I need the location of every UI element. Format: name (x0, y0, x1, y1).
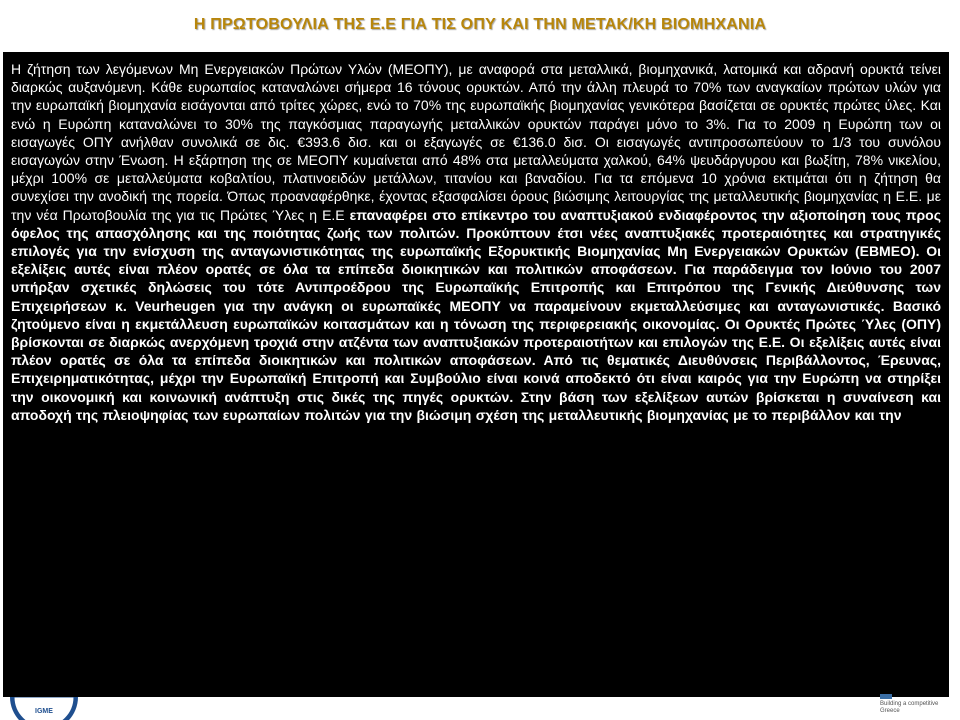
competitive-greece-logo (880, 694, 950, 718)
logo-line-2: Greece (880, 708, 900, 714)
body-text-bold: επαναφέρει στο επίκεντρο του αναπτυξιακού ενδιαφέροντος την αξιοποίηση τους προς όφελος της απασχόλησης και της ποιότητας ζωής των πολιτών. Προκύπτουν έτσι νέες αναπτυξιακές προτεραιότητες και στρατηγικές επιλογές για την ενίσχυση της ανταγωνιστικότητας της ευρωπαϊκής Εξορυκτικής Βιομηχανίας Μη Ενεργειακών Ορυκτών (ΕΒΜΕΟ). Οι εξελίξεις αυτές είναι πλέον ορατές σε όλα τα επίπεδα διοικητικών και πολιτικών αποφάσεων. Για παράδειγμα τον Ιούνιο του 2007 υπήρξαν σχετικές δηλώσεις του τότε Αντιπροέδρου της Ευρωπαϊκής Επιτροπής και Επιτρόπου της Γενικής Διεύθυνσης των Επιχειρήσεων κ. Veurheugen για την ανάγκη οι ευρωπαϊκές ΜΕΟΠΥ να παραμείνουν εκμεταλλεύσιμες και ανταγωνιστικές. Βασικό ζητούμενο είναι η εκμετάλλευση ευρωπαϊκών κοιτασμάτων και η τόνωση της περιφερειακής οικονομίας. Οι Ορυκτές Πρώτες Ύλες (ΟΠΥ) βρίσκονται σε διαρκώς ανερχόμενη τροχιά στην ατζέντα των αναπτυξιακών προτεραιοτήτων και επιλογών της Ε.Ε. Οι εξελίξεις αυτές είναι πλέον ορατές σε όλα τα επίπεδα διοικητικών και πολιτικών αποφάσεων. Από τις θεματικές Διευθύνσεις Περιβάλλοντος, Έρευνας, Επιχειρηματικότητας, μέχρι την Ευρωπαϊκή Επιτροπή και Συμβούλιο είναι κοινά αποδεκτό ότι είναι καιρός για την Ευρώπη να στηρίξει την οικονομική και κοινωνική ανάπτυξη στις δικές της πηγές ορυκτών. Στην βάση των εξελίξεων αυτών βρίσκεται η συναίνεση και αποδοχή της πλειοψηφίας των ευρωπαίων πολιτών για την βιώσιμη σχέση της μεταλλευτικής βιομηχανίας με το περιβάλλον και την (11, 206, 941, 423)
logo-mark-icon (880, 694, 892, 699)
igme-logo-text: IGME (35, 708, 53, 715)
text-panel (3, 52, 949, 697)
body-paragraph (11, 60, 941, 424)
logo-line-1: Building a competitive (880, 701, 939, 707)
igme-seal-icon (4, 697, 84, 720)
igme-logo (4, 697, 84, 720)
slide-title: Η ΠΡΩΤΟΒΟΥΛΙΑ ΤΗΣ Ε.Ε ΓΙΑ ΤΙΣ ΟΠΥ ΚΑΙ ΤΗΝ ΜΕΤΑΚ/ΚΗ ΒΙΟΜΗΧΑΝΙΑ (193, 16, 767, 33)
body-text-normal: Η ζήτηση των λεγόμενων Μη Ενεργειακών Πρώτων Υλών (ΜΕΟΠΥ), με αναφορά στα μεταλλικά, βιομηχανικά, λατομικά και αδρανή ορυκτά τείνει διαρκώς αυξανόμενη. Κάθε ευρωπαίος καταναλώνει σήμερα 16 τόνους ορυκτών. Από την άλλη πλευρά το 70% των αναγκαίων πρώτων υλών για την ευρωπαϊκή βιομηχανία εισάγονται από τρίτες χώρες, ενώ το 70% της ευρωπαϊκής βιομηχανίας γενικότερα βασίζεται σε ορυκτές πρώτες ύλες. Και ενώ η Ευρώπη καταναλώνει το 30% της παγκόσμιας παραγωγής μεταλλικών ορυκτών παράγει μόνο το 3%. Για το 2009 η Ευρώπη των οι εισαγωγές ΟΠΥ ανήλθαν συνολικά σε δις. €393.6 δισ. και οι εξαγωγές σε €136.0 δισ. Οι εισαγωγές αντιπροσωπεύουν το 1/3 του συνόλου εισαγωγών στην Ένωση. Η εξάρτηση της σε ΜΕΟΠΥ κυμαίνεται από 48% στα μεταλλεύματα χαλκού, 64% ψευδάργυρου και βωξίτη, 78% νικελίου, μέχρι 100% σε μεταλλεύματα κοβαλτίου, πλατινοειδών μετάλλων, τιτανίου και βαναδίου. Για τα επόμενα 10 χρόνια εκτιμάται ότι η ζήτηση θα συνεχίσει την ανοδική της πορεία. Όπως προαναφέρθηκε, έχοντας εξασφαλίσει όρους βιώσιμης λειτουργίας της μεταλλευτικής βιομηχανίας η Ε.Ε. με την νέα Πρωτοβουλία της για τις Πρώτες Ύλες η Ε.Ε (11, 61, 941, 223)
